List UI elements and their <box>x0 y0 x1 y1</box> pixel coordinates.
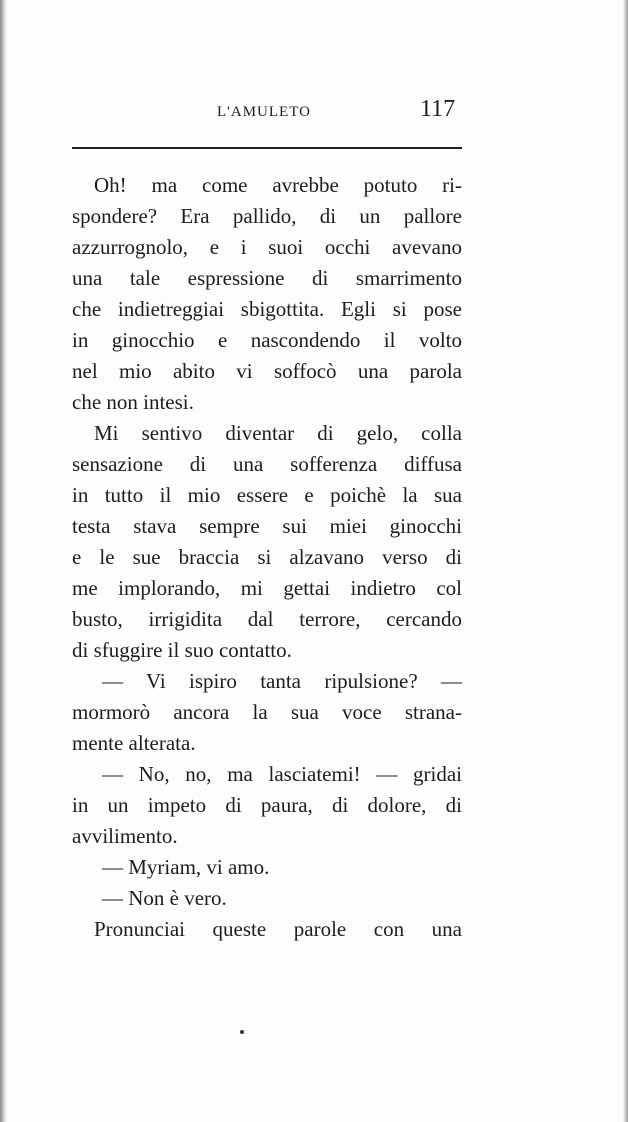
text-line: me implorando, mi gettai indietro col <box>72 576 462 600</box>
text-line: in ginocchio e nascondendo il volto <box>72 328 462 352</box>
text-line: spondere? Era pallido, di un pallore <box>72 204 462 228</box>
text-line: Oh! ma come avrebbe potuto ri- <box>94 173 462 197</box>
text-line: testa stava sempre sui miei ginocchi <box>72 514 462 538</box>
text-line: Mi sentivo diventar di gelo, colla <box>94 421 462 445</box>
text-line: e le sue braccia si alzavano verso di <box>72 545 462 569</box>
text-line: — No, no, ma lasciatemi! — gridai <box>102 762 462 786</box>
page-binding-edge <box>0 0 7 1122</box>
header-rule <box>72 147 462 149</box>
page-number: 117 <box>420 96 456 122</box>
text-line: una tale espressione di smarrimento <box>72 266 462 290</box>
text-line: che indietreggiai sbigottita. Egli si pose <box>72 297 462 321</box>
text-line: che non intesi. <box>72 390 194 414</box>
text-line: — Myriam, vi amo. <box>102 855 270 879</box>
text-line: mormorò ancora la sua voce strana- <box>72 700 462 724</box>
page-outer-edge <box>623 0 628 1122</box>
text-line: in un impeto di paura, di dolore, di <box>72 793 462 817</box>
text-line: busto, irrigidita dal terrore, cercando <box>72 607 462 631</box>
text-line: nel mio abito vi soffocò una parola <box>72 359 462 383</box>
text-line: di sfuggire il suo contatto. <box>72 638 292 662</box>
running-head: L'AMULETO <box>217 104 311 120</box>
text-line: — Non è vero. <box>102 886 227 910</box>
text-line: mente alterata. <box>72 731 196 755</box>
text-line: — Vi ispiro tanta ripulsione? — <box>102 669 462 693</box>
text-line: in tutto il mio essere e poichè la sua <box>72 483 462 507</box>
text-line: avvilimento. <box>72 824 178 848</box>
text-line: sensazione di una sofferenza diffusa <box>72 452 462 476</box>
body-text <box>72 170 462 945</box>
text-line: azzurrognolo, e i suoi occhi avevano <box>72 235 462 259</box>
text-line: Pronunciai queste parole con una <box>94 917 462 941</box>
ink-speck <box>240 1030 244 1034</box>
